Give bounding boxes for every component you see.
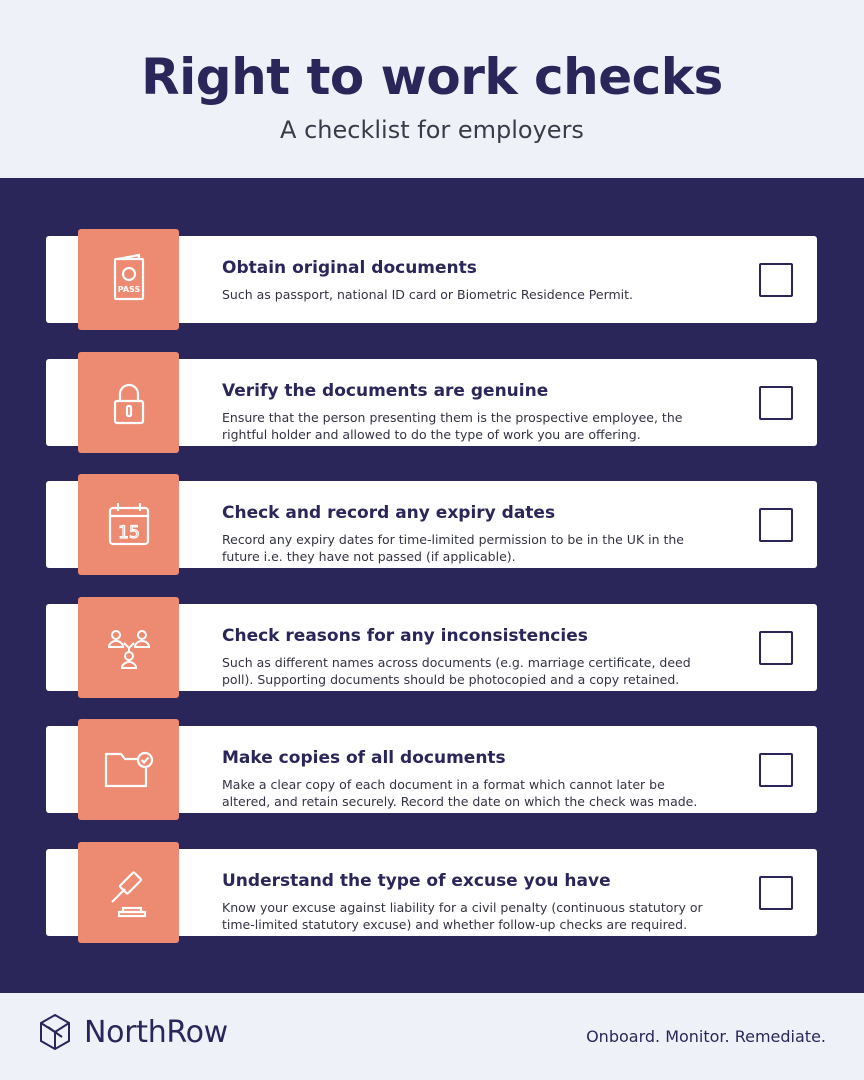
item-description-line: Ensure that the person presenting them is the prospective employee, the — [222, 410, 683, 425]
item-title: Make copies of all documents — [222, 748, 506, 768]
header — [0, 0, 864, 178]
passport-icon — [78, 229, 179, 330]
calendar-date: 15 — [117, 522, 140, 543]
item-title: Verify the documents are genuine — [222, 381, 549, 401]
item-description-line: Record any expiry dates for time-limited permission to be in the UK in the — [222, 532, 684, 547]
gavel-icon — [78, 842, 179, 943]
item-description-line: Know your excuse against liability for a civil penalty (continuous statutory or — [222, 900, 703, 915]
item-description-line: altered, and retain securely. Record the date on which the check was made. — [222, 794, 698, 809]
item-title: Check and record any expiry dates — [222, 503, 556, 523]
checklist-item — [46, 481, 817, 568]
northrow-logo-icon — [38, 1013, 72, 1051]
footer — [0, 993, 864, 1080]
item-description-line: Such as different names across documents (e.g. marriage certificate, deed — [222, 655, 691, 670]
tagline: Onboard. Monitor. Remediate. — [586, 1027, 826, 1046]
item-title: Understand the type of excuse you have — [222, 871, 611, 891]
checklist-item — [46, 726, 817, 813]
item-description — [222, 654, 722, 688]
item-checkbox[interactable] — [759, 386, 793, 420]
checklist-item — [46, 236, 817, 323]
checklist-panel — [0, 178, 864, 993]
folder-check-icon — [78, 719, 179, 820]
brand-name: NorthRow — [84, 1014, 228, 1050]
item-description-line: rightful holder and allowed to do the type of work you are offering. — [222, 427, 641, 442]
item-description-line: poll). Supporting documents should be photocopied and a copy retained. — [222, 672, 680, 687]
item-description-line: future i.e. they have not passed (if applicable). — [222, 549, 516, 564]
item-checkbox[interactable] — [759, 753, 793, 787]
item-checkbox[interactable] — [759, 263, 793, 297]
checklist-item — [46, 604, 817, 691]
item-description — [222, 286, 722, 303]
item-description-line: Such as passport, national ID card or Biometric Residence Permit. — [222, 287, 634, 302]
page-subtitle: A checklist for employers — [280, 116, 584, 144]
padlock-icon — [78, 352, 179, 453]
brand-logo[interactable] — [38, 1013, 228, 1051]
item-title: Check reasons for any inconsistencies — [222, 626, 588, 646]
calendar-icon — [78, 474, 179, 575]
item-description — [222, 531, 722, 565]
item-checkbox[interactable] — [759, 631, 793, 665]
item-checkbox[interactable] — [759, 508, 793, 542]
item-description — [222, 899, 722, 933]
item-description-line: Make a clear copy of each document in a format which cannot later be — [222, 777, 665, 792]
checklist-item — [46, 849, 817, 936]
item-title: Obtain original documents — [222, 258, 477, 278]
item-description-line: time-limited statutory excuse) and whether follow-up checks are required. — [222, 917, 688, 932]
item-checkbox[interactable] — [759, 876, 793, 910]
passport-label: PASS — [117, 284, 140, 294]
item-description — [222, 776, 722, 810]
item-description — [222, 409, 722, 443]
checklist-item — [46, 359, 817, 446]
page-title: Right to work checks — [141, 48, 723, 106]
people-network-icon — [78, 597, 179, 698]
